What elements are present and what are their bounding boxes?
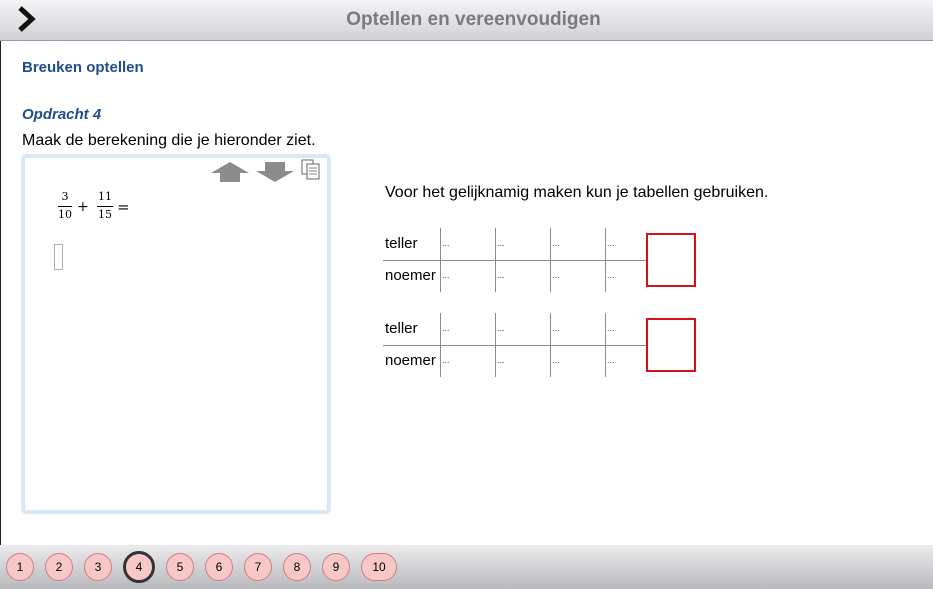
page-button-4[interactable]: 4: [123, 551, 155, 583]
pagination-bar: [0, 545, 933, 589]
page-button-3[interactable]: 3: [84, 553, 112, 581]
result-box[interactable]: [646, 233, 696, 287]
hint-text: Voor het gelijknamig maken kun je tabellen gebruiken.: [385, 184, 769, 201]
content-area: [0, 41, 933, 545]
arrow-up-icon[interactable]: [210, 161, 250, 183]
page-button-10[interactable]: 10: [361, 553, 397, 581]
noemer-cell[interactable]: ...: [442, 270, 450, 280]
column-line: [605, 228, 606, 292]
equals-sign: =: [117, 198, 130, 216]
teller-cell[interactable]: ...: [442, 323, 450, 333]
teller-cell[interactable]: ...: [552, 323, 560, 333]
noemer-label: noemer: [385, 352, 436, 369]
section-title: Breuken optellen: [22, 59, 144, 76]
column-line: [605, 313, 606, 377]
teller-cell[interactable]: ...: [552, 238, 560, 248]
fraction-bar: [97, 206, 113, 207]
column-line: [495, 313, 496, 377]
denominator: 10: [58, 208, 72, 221]
teller-cell[interactable]: ...: [607, 323, 615, 333]
page-button-9[interactable]: 9: [322, 553, 350, 581]
work-panel: [21, 154, 331, 514]
column-line: [440, 313, 441, 377]
page-title: Optellen en vereenvoudigen: [346, 9, 601, 30]
answer-input[interactable]: [54, 244, 63, 270]
column-line: [550, 313, 551, 377]
fraction-bar: [58, 206, 72, 207]
fraction-11-15: [97, 190, 113, 222]
result-box[interactable]: [646, 318, 696, 372]
page-button-7[interactable]: 7: [244, 553, 272, 581]
column-line: [550, 228, 551, 292]
noemer-cell[interactable]: ...: [552, 355, 560, 365]
fraction-table-2: [383, 313, 698, 377]
page-button-8[interactable]: 8: [283, 553, 311, 581]
noemer-cell[interactable]: ...: [497, 355, 505, 365]
denominator: 15: [98, 208, 112, 221]
teller-cell[interactable]: ...: [497, 323, 505, 333]
noemer-cell[interactable]: ...: [607, 270, 615, 280]
exercise-instruction: Maak de berekening die je hieronder ziet.: [22, 132, 316, 149]
column-line: [440, 228, 441, 292]
numerator: 11: [98, 190, 112, 203]
column-line: [495, 228, 496, 292]
exercise-title: Opdracht 4: [22, 106, 102, 123]
fraction-table-1: [383, 228, 698, 292]
arrow-down-icon[interactable]: [255, 161, 295, 183]
noemer-cell[interactable]: ...: [442, 355, 450, 365]
plus-operator: +: [77, 199, 89, 215]
copy-icon[interactable]: [301, 159, 321, 181]
numerator: 3: [61, 190, 69, 203]
page-button-6[interactable]: 6: [205, 553, 233, 581]
noemer-cell[interactable]: ...: [552, 270, 560, 280]
noemer-cell[interactable]: ...: [607, 355, 615, 365]
noemer-cell[interactable]: ...: [497, 270, 505, 280]
teller-cell[interactable]: ...: [497, 238, 505, 248]
header-bar: [0, 0, 933, 41]
page-button-2[interactable]: 2: [45, 553, 73, 581]
teller-label: teller: [385, 235, 418, 252]
teller-label: teller: [385, 320, 418, 337]
table-divider: [383, 260, 660, 261]
noemer-label: noemer: [385, 267, 436, 284]
teller-cell[interactable]: ...: [607, 238, 615, 248]
fraction-3-10: [58, 190, 72, 222]
table-divider: [383, 345, 660, 346]
page-button-5[interactable]: 5: [166, 553, 194, 581]
teller-cell[interactable]: ...: [442, 238, 450, 248]
page-button-1[interactable]: 1: [6, 553, 34, 581]
